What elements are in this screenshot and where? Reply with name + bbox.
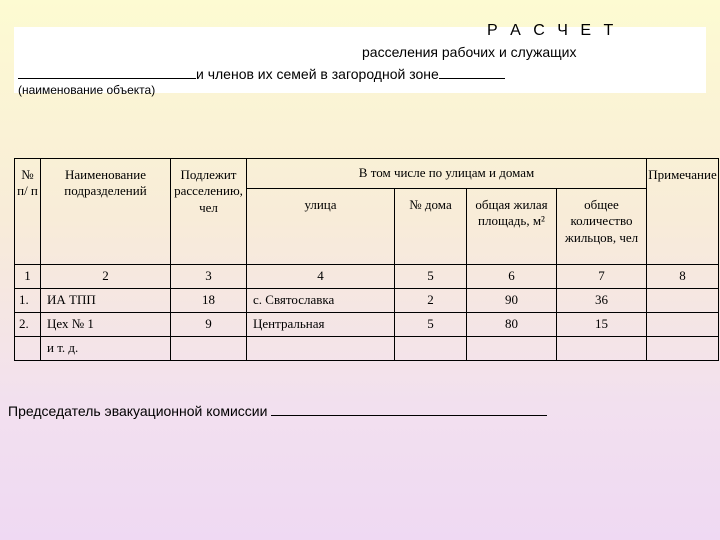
subtitle-line-2 [18,64,505,82]
row-area[interactable]: 90 [467,289,557,313]
table-row [15,313,719,337]
row-area[interactable]: 80 [467,313,557,337]
col-number: 7 [557,265,647,289]
header-house: № дома [395,189,467,265]
signature-line [8,401,547,419]
col-number: 5 [395,265,467,289]
row-num: 1. [15,289,41,313]
row-count[interactable]: 9 [171,313,247,337]
col-number: 4 [247,265,395,289]
header-num: № п/ п [15,159,41,265]
header-name: Наименование подразделений [41,159,171,265]
subtitle-line-2-text: и членов их семей в загородной зоне [196,66,439,82]
object-name-blank[interactable] [18,64,196,79]
resettlement-table [14,158,719,361]
col-number: 6 [467,265,557,289]
signature-blank[interactable] [271,401,547,416]
row-house[interactable]: 2 [395,289,467,313]
header-note: Примечание [647,159,719,265]
row-count[interactable]: 18 [171,289,247,313]
row-name[interactable]: ИА ТПП [41,289,171,313]
table-row [15,289,719,313]
document-title: Р А С Ч Е Т [487,22,618,39]
subtitle-line-1: расселения рабочих и служащих [362,44,577,60]
zone-blank[interactable] [439,64,505,79]
header-subject: Подлежит расселению, чел [171,159,247,265]
table-row [15,337,719,361]
header-street: улица [247,189,395,265]
row-street[interactable]: Центральная [247,313,395,337]
row-name[interactable]: Цех № 1 [41,313,171,337]
row-note[interactable] [647,289,719,313]
row-house[interactable]: 5 [395,313,467,337]
col-number: 1 [15,265,41,289]
row-num: 2. [15,313,41,337]
row-residents[interactable]: 36 [557,289,647,313]
col-number: 2 [41,265,171,289]
header-residents: общее количество жильцов, чел [557,189,647,265]
signature-label: Председатель эвакуационной комиссии [8,403,268,419]
row-etc: и т. д. [41,337,171,361]
object-name-caption: (наименование объекта) [18,83,156,97]
col-number: 8 [647,265,719,289]
row-note[interactable] [647,313,719,337]
row-residents[interactable]: 15 [557,313,647,337]
header-group: В том числе по улицам и домам [247,159,647,189]
col-number: 3 [171,265,247,289]
row-street[interactable]: с. Святославка [247,289,395,313]
header-area: общая жилая площадь, м² [467,189,557,265]
